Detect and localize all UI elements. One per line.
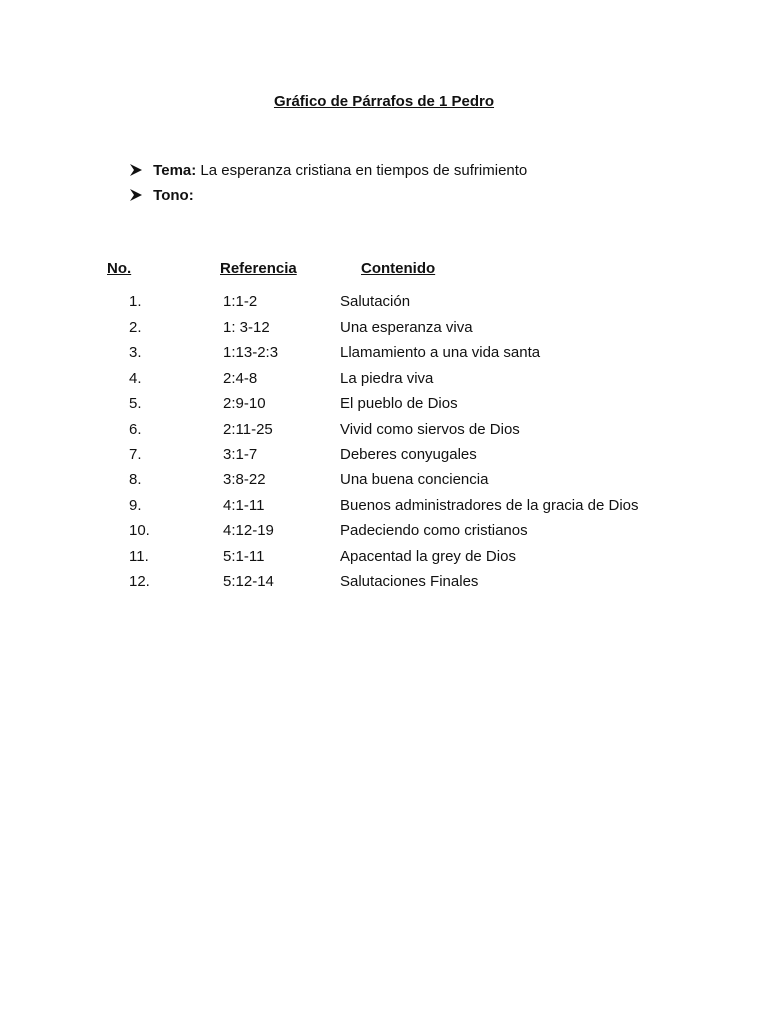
- column-header-referencia: Referencia: [220, 260, 297, 277]
- row-content: Llamamiento a una vida santa: [340, 344, 541, 361]
- row-content: Una buena conciencia: [340, 471, 489, 488]
- row-content: Deberes conyugales: [340, 446, 477, 463]
- row-content: La piedra viva: [340, 370, 434, 387]
- row-number: 7.: [129, 446, 142, 463]
- row-reference: 5:1-11: [223, 548, 265, 565]
- table-row: [0, 446, 768, 468]
- row-number: 12.: [129, 573, 150, 590]
- row-number: 2.: [129, 319, 142, 336]
- row-content: Apacentad la grey de Dios: [340, 548, 516, 565]
- table-row: [0, 319, 768, 341]
- arrowhead-bullet-icon: [129, 162, 149, 179]
- row-content: Padeciendo como cristianos: [340, 522, 528, 539]
- table-row: [0, 548, 768, 570]
- table-row: [0, 497, 768, 519]
- row-content: Buenos administradores de la gracia de Dios: [340, 497, 639, 514]
- row-number: 10.: [129, 522, 150, 539]
- arrowhead-bullet-icon: [129, 187, 149, 204]
- row-reference: 2:9-10: [223, 395, 266, 412]
- table-row: [0, 522, 768, 544]
- row-number: 8.: [129, 471, 142, 488]
- row-reference: 2:4-8: [223, 370, 258, 387]
- bullet-value: La esperanza cristiana en tiempos de sufrimiento: [200, 162, 528, 179]
- column-header-contenido: Contenido: [361, 260, 436, 277]
- row-number: 5.: [129, 395, 142, 412]
- row-content: Vivid como siervos de Dios: [340, 421, 520, 438]
- table-row: [0, 573, 768, 595]
- row-reference: 1:13-2:3: [223, 344, 279, 361]
- table-row: [0, 293, 768, 315]
- bullet-tema: [129, 162, 527, 179]
- row-content: Una esperanza viva: [340, 319, 473, 336]
- column-header-no: No.: [107, 260, 132, 277]
- table-row: [0, 471, 768, 493]
- row-content: Salutaciones Finales: [340, 573, 479, 590]
- row-number: 6.: [129, 421, 142, 438]
- table-row: [0, 370, 768, 392]
- row-number: 3.: [129, 344, 142, 361]
- row-reference: 2:11-25: [223, 421, 273, 438]
- table-row: [0, 421, 768, 443]
- row-reference: 3:1-7: [223, 446, 258, 463]
- row-number: 4.: [129, 370, 142, 387]
- bullet-label: Tema:: [153, 162, 197, 179]
- row-reference: 3:8-22: [223, 471, 266, 488]
- row-number: 9.: [129, 497, 142, 514]
- bullet-tono: [129, 187, 194, 204]
- row-number: 11.: [129, 548, 149, 565]
- table-row: [0, 344, 768, 366]
- row-reference: 4:1-11: [223, 497, 265, 514]
- row-reference: 5:12-14: [223, 573, 274, 590]
- row-number: 1.: [129, 293, 142, 310]
- row-reference: 1:1-2: [223, 293, 258, 310]
- row-reference: 1: 3-12: [223, 319, 270, 336]
- document-title: Gráfico de Párrafos de 1 Pedro: [273, 93, 495, 110]
- table-row: [0, 395, 768, 417]
- row-reference: 4:12-19: [223, 522, 274, 539]
- row-content: Salutación: [340, 293, 411, 310]
- row-content: El pueblo de Dios: [340, 395, 458, 412]
- bullet-label: Tono:: [153, 187, 194, 204]
